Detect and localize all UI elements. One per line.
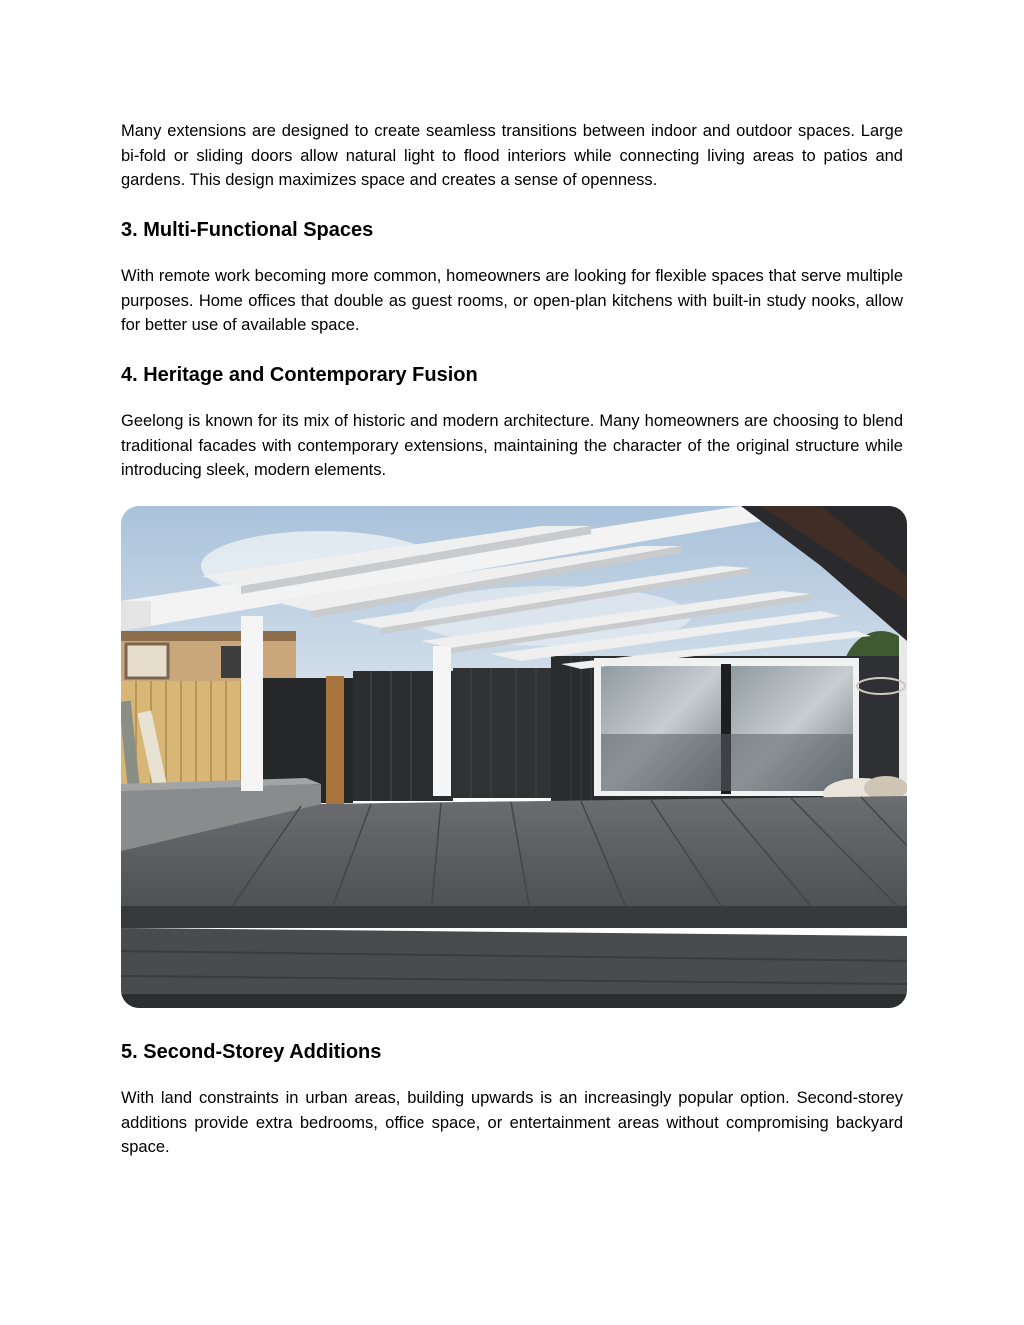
section-paragraph-heritage-fusion: Geelong is known for its mix of historic and modern architecture. Many homeowners are choosing to blend traditional facades with contemporary extensions, maintaining the character of the original structure while introducing sleek, modern elements. [121, 412, 903, 479]
section-heading-heritage-fusion: 4. Heritage and Contemporary Fusion [121, 364, 478, 386]
section-heading-second-storey: 5. Second-Storey Additions [121, 1041, 382, 1063]
intro-paragraph: Many extensions are designed to create seamless transitions between indoor and outdoor spaces. Large bi-fold or sliding doors allow natural light to flood interiors while connecting living areas to patios and gardens. This design maximizes space and creates a sense of openness. [121, 122, 903, 189]
deck-pergola-photo [121, 506, 907, 1008]
section-heading-multi-functional: 3. Multi-Functional Spaces [121, 219, 374, 241]
section-paragraph-second-storey: With land constraints in urban areas, building upwards is an increasingly popular option. Second-storey additions provide extra bedrooms, office space, or entertainment areas without compromising backyard space. [121, 1089, 903, 1156]
section-paragraph-multi-functional: With remote work becoming more common, homeowners are looking for flexible spaces that serve multiple purposes. Home offices that double as guest rooms, or open-plan kitchens with built-in study nooks, allow for better use of available space. [121, 267, 903, 334]
